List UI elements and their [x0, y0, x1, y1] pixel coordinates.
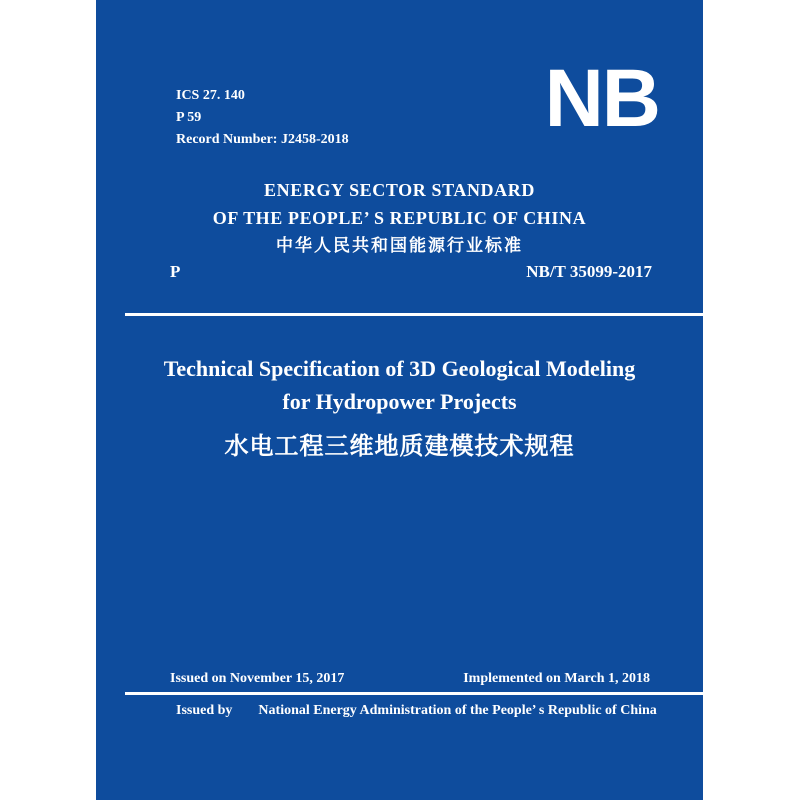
issued-date: Issued on November 15, 2017 — [170, 671, 345, 686]
org-name-cn: 中华人民共和国能源行业标准 — [276, 236, 523, 255]
standard-number: NB/T 35099-2017 — [526, 262, 652, 281]
dates-row — [96, 671, 703, 686]
title-cn: 水电工程三维地质建模技术规程 — [224, 434, 575, 460]
title-en-line2: for Hydropower Projects — [282, 389, 517, 414]
implemented-date: Implemented on March 1, 2018 — [463, 671, 650, 686]
divider-top — [125, 313, 703, 316]
standard-code-row — [96, 263, 703, 280]
ics-code: ICS 27. 140 — [176, 88, 245, 103]
standard-cover — [96, 0, 703, 800]
org-name-en-line2: OF THE PEOPLE’ S REPUBLIC OF CHINA — [212, 208, 587, 228]
classification-block — [176, 85, 349, 151]
divider-bottom — [125, 692, 703, 695]
standard-org-block — [96, 176, 703, 258]
doc-class-letter: P — [170, 262, 181, 281]
org-name-en-line1: ENERGY SECTOR STANDARD — [264, 180, 535, 200]
record-number: Record Number: J2458-2018 — [176, 132, 349, 147]
classification-code: P 59 — [176, 110, 202, 125]
issued-by-row — [176, 702, 657, 720]
title-en-line1: Technical Specification of 3D Geological Modeling — [163, 356, 636, 381]
issued-by-label: Issued by — [176, 703, 233, 718]
title-block — [96, 352, 703, 462]
nb-logo: NB — [544, 53, 659, 144]
issued-by-value: National Energy Administration of the People’ s Republic of China — [258, 703, 657, 718]
